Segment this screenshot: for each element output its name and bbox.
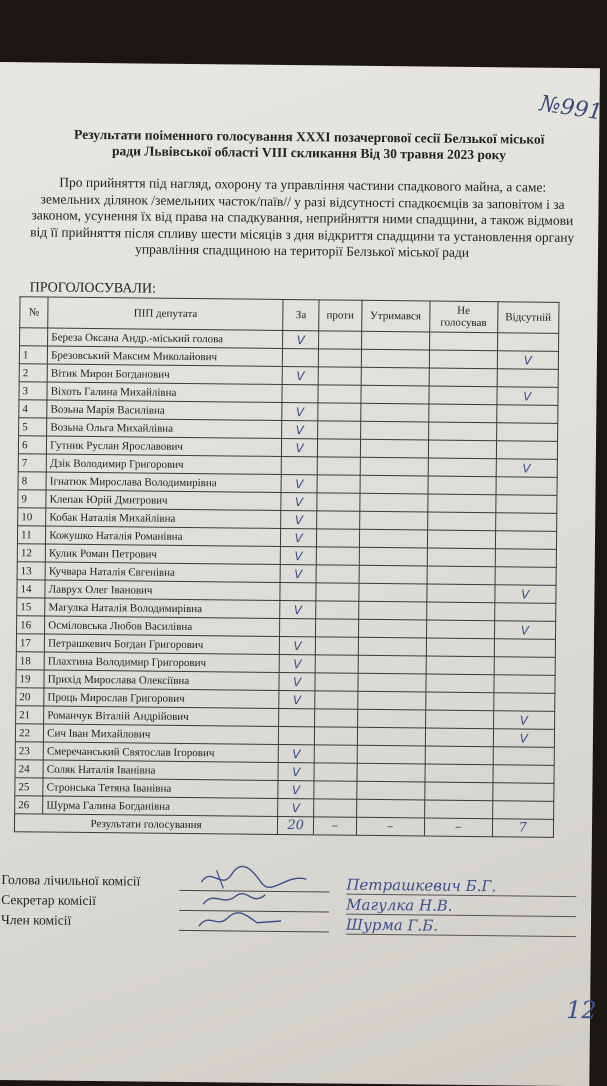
totals-label: Результати голосування	[14, 814, 277, 835]
row-deputy-name: Ігнатюк Мирослава Володимирівна	[46, 472, 281, 492]
row-absent-mark	[495, 567, 557, 586]
row-num: 8	[18, 472, 46, 490]
row-not-voted-mark	[428, 440, 496, 459]
row-absent-mark	[496, 441, 558, 460]
row-deputy-name: Кожушко Наталія Романівна	[46, 526, 281, 546]
row-against-mark	[315, 673, 358, 691]
row-for-mark: V	[279, 654, 315, 672]
row-abstain-mark	[359, 565, 427, 584]
signature-name: Шурма Г.Б.	[346, 916, 576, 937]
row-absent-mark: V	[496, 459, 558, 478]
row-against-mark	[316, 547, 359, 565]
row-not-voted-mark	[429, 332, 497, 351]
row-against-mark	[314, 781, 357, 799]
row-for-mark: V	[278, 780, 314, 798]
row-absent-mark	[496, 405, 558, 424]
row-abstain-mark	[360, 475, 428, 494]
row-num: 17	[16, 634, 44, 652]
row-not-voted-mark	[425, 782, 493, 801]
header-num: №	[20, 297, 49, 328]
row-against-mark	[314, 763, 357, 781]
row-deputy-name: Береза Оксана Андр.-міський голова	[48, 328, 283, 348]
row-absent-mark	[495, 549, 557, 568]
row-absent-mark	[494, 657, 556, 676]
row-absent-mark	[493, 747, 555, 766]
row-not-voted-mark	[426, 602, 494, 621]
row-against-mark	[314, 799, 357, 817]
row-not-voted-mark	[426, 656, 494, 675]
row-deputy-name: Кучвара Наталія Євгенівна	[45, 562, 280, 582]
row-abstain-mark	[361, 367, 429, 386]
row-deputy-name: Петрашкевич Богдан Григорович	[45, 634, 280, 654]
total-absent: 7	[492, 819, 554, 838]
row-num: 19	[16, 670, 44, 688]
row-for-mark: V	[279, 636, 315, 654]
row-deputy-name: Гутник Руслан Ярославович	[47, 436, 282, 456]
row-not-voted-mark	[429, 350, 497, 369]
header-absent: Відсутній	[497, 302, 559, 334]
row-abstain-mark	[357, 745, 425, 764]
row-absent-mark	[495, 513, 557, 532]
row-absent-mark	[495, 495, 557, 514]
row-for-mark	[282, 384, 318, 402]
row-deputy-name: Романчук Віталій Андрійович	[44, 706, 279, 726]
row-absent-mark: V	[494, 621, 556, 640]
signature-name: Петрашкевич Б.Г.	[346, 876, 576, 897]
row-for-mark: V	[282, 402, 318, 420]
row-num: 12	[17, 544, 45, 562]
row-deputy-name: Шурма Галина Богданівна	[43, 796, 278, 816]
row-num: 16	[17, 616, 45, 634]
row-for-mark: V	[278, 744, 314, 762]
row-abstain-mark	[358, 601, 426, 620]
signature-role: Член комісії	[0, 912, 72, 928]
header-against: проти	[319, 300, 362, 331]
row-against-mark	[315, 637, 358, 655]
row-against-mark	[317, 493, 360, 511]
row-abstain-mark	[361, 331, 429, 350]
row-against-mark	[315, 727, 358, 745]
row-num: 11	[17, 526, 45, 544]
row-num: 2	[19, 364, 47, 382]
row-deputy-name: Проць Мирослав Григорович	[44, 688, 279, 708]
row-num: 15	[17, 598, 45, 616]
row-deputy-name: Сич Іван Михайлович	[44, 724, 279, 744]
row-against-mark	[318, 421, 361, 439]
row-for-mark	[280, 618, 316, 636]
row-abstain-mark	[357, 709, 425, 728]
row-not-voted-mark	[427, 566, 495, 585]
row-absent-mark: V	[494, 585, 556, 604]
row-deputy-name: Клепак Юрій Дмитрович	[46, 490, 281, 510]
row-absent-mark	[497, 333, 559, 352]
row-not-voted-mark	[427, 548, 495, 567]
row-not-voted-mark	[426, 692, 494, 711]
row-num: 5	[19, 418, 47, 436]
row-against-mark	[317, 457, 360, 475]
signature-name: Магулка Н.В.	[346, 896, 576, 917]
row-deputy-name: Магулка Наталія Володимирівна	[45, 598, 280, 618]
row-abstain-mark	[359, 493, 427, 512]
row-not-voted-mark	[428, 476, 496, 495]
row-for-mark	[279, 726, 315, 744]
row-num: 20	[16, 688, 44, 706]
signature-block	[1, 872, 582, 938]
row-for-mark: V	[278, 798, 314, 816]
row-abstain-mark	[358, 583, 426, 602]
row-against-mark	[316, 601, 359, 619]
row-deputy-name: Кобак Наталія Михайлівна	[46, 508, 281, 528]
row-not-voted-mark	[424, 800, 492, 819]
row-for-mark: V	[280, 564, 316, 582]
handwritten-page-number: 12	[565, 995, 597, 1025]
row-for-mark	[281, 456, 317, 474]
row-for-mark: V	[280, 546, 316, 564]
row-deputy-name: Брезовський Максим Миколайович	[48, 346, 283, 366]
row-deputy-name: Кулик Роман Петрович	[45, 544, 280, 564]
row-against-mark	[314, 745, 357, 763]
row-abstain-mark	[357, 673, 425, 692]
row-absent-mark	[496, 423, 558, 442]
row-against-mark	[318, 367, 361, 385]
header-not-voted: Не голосував	[429, 301, 497, 333]
row-not-voted-mark	[427, 584, 495, 603]
row-abstain-mark	[361, 349, 429, 368]
row-absent-mark: V	[497, 387, 559, 406]
row-against-mark	[316, 619, 359, 637]
row-for-mark	[282, 348, 318, 366]
row-against-mark	[319, 331, 362, 349]
row-num: 24	[15, 760, 43, 778]
total-for: 20	[278, 816, 314, 834]
row-num: 4	[19, 400, 47, 418]
row-for-mark: V	[281, 528, 317, 546]
row-not-voted-mark	[426, 620, 494, 639]
row-against-mark	[316, 565, 359, 583]
row-abstain-mark	[356, 799, 424, 818]
row-against-mark	[318, 403, 361, 421]
row-against-mark	[315, 655, 358, 673]
document-title: Результати поіменного голосування XXXI позачергової сесії Белзької міської ради Львівської області VIII скликання Від 30 травня 2023 року	[73, 126, 545, 163]
row-for-mark: V	[281, 474, 317, 492]
row-deputy-name: Плахтина Володимир Григорович	[44, 652, 279, 672]
row-abstain-mark	[360, 439, 428, 458]
row-num: 25	[15, 778, 43, 796]
signature-role: Секретар комісії	[1, 892, 97, 909]
row-absent-mark	[496, 477, 558, 496]
row-abstain-mark	[359, 529, 427, 548]
row-for-mark: V	[282, 438, 318, 456]
row-against-mark	[316, 583, 359, 601]
row-against-mark	[317, 475, 360, 493]
row-absent-mark	[497, 369, 559, 388]
row-abstain-mark	[357, 727, 425, 746]
resolution-subject: Про прийняття під нагляд, охорону та управління частини спадкового майна, а саме: земельних ділянок /земельних часток/паїв// у разі відсутності спадкоємців за заповітом і за законом, усунення їх від права на спадкування, неприйняття ними спадщини, а також відмови від її прийняття після спливу шести місяців з дня відкриття спадщини та установлення органу управління спадщиною на території Белзької міської ради	[30, 174, 575, 260]
row-abstain-mark	[357, 691, 425, 710]
row-not-voted-mark	[425, 710, 493, 729]
row-for-mark: V	[282, 366, 318, 384]
row-for-mark: V	[282, 420, 318, 438]
row-not-voted-mark	[428, 458, 496, 477]
header-abstain: Утримався	[361, 300, 430, 332]
row-for-mark: V	[281, 492, 317, 510]
row-absent-mark	[493, 765, 555, 784]
row-absent-mark: V	[497, 351, 559, 370]
row-abstain-mark	[358, 637, 426, 656]
row-not-voted-mark	[428, 494, 496, 513]
row-against-mark	[318, 385, 361, 403]
row-num: 1	[19, 346, 47, 364]
document-page	[0, 62, 604, 1086]
row-absent-mark: V	[493, 729, 555, 748]
row-deputy-name: Возьна Ольга Михайлівна	[47, 418, 282, 438]
row-num: 21	[16, 706, 44, 724]
row-deputy-name: Дзік Володимир Григорович	[46, 454, 281, 474]
vote-table	[14, 296, 560, 838]
row-num: 26	[15, 796, 43, 814]
total-against: –	[314, 817, 357, 835]
row-absent-mark	[494, 603, 556, 622]
row-for-mark: V	[281, 510, 317, 528]
row-against-mark	[315, 691, 358, 709]
row-abstain-mark	[356, 781, 424, 800]
row-absent-mark	[493, 693, 555, 712]
row-against-mark	[317, 511, 360, 529]
row-abstain-mark	[357, 763, 425, 782]
row-not-voted-mark	[427, 530, 495, 549]
row-absent-mark	[495, 531, 557, 550]
row-num	[20, 328, 48, 346]
row-against-mark	[315, 709, 358, 727]
row-for-mark: V	[283, 330, 319, 348]
row-not-voted-mark	[426, 638, 494, 657]
row-not-voted-mark	[429, 404, 497, 423]
row-abstain-mark	[358, 619, 426, 638]
row-absent-mark	[492, 801, 554, 820]
row-num: 9	[18, 490, 46, 508]
row-against-mark	[317, 529, 360, 547]
row-absent-mark	[494, 639, 556, 658]
header-name: ПІП депутата	[48, 297, 283, 330]
row-not-voted-mark	[429, 386, 497, 405]
row-num: 6	[18, 436, 46, 454]
row-deputy-name: Лаврух Олег Іванович	[45, 580, 280, 600]
row-for-mark	[280, 582, 316, 600]
row-for-mark: V	[278, 762, 314, 780]
row-absent-mark	[492, 783, 554, 802]
handwritten-doc-number: №991	[538, 91, 604, 126]
row-abstain-mark	[358, 655, 426, 674]
voted-label: ПРОГОЛОСУВАЛИ:	[29, 280, 156, 297]
row-deputy-name: Смеречанський Святослав Ігорович	[43, 742, 278, 762]
row-for-mark: V	[279, 672, 315, 690]
row-abstain-mark	[361, 385, 429, 404]
signature-role: Голова лічильної комісії	[1, 872, 141, 889]
row-absent-mark: V	[493, 711, 555, 730]
row-num: 18	[16, 652, 44, 670]
row-not-voted-mark	[425, 728, 493, 747]
total-abstain: –	[356, 817, 424, 836]
row-abstain-mark	[360, 457, 428, 476]
row-num: 13	[17, 562, 45, 580]
row-num: 10	[18, 508, 46, 526]
row-deputy-name: Вітик Мирон Богданович	[47, 364, 282, 384]
row-abstain-mark	[359, 511, 427, 530]
row-not-voted-mark	[428, 422, 496, 441]
row-absent-mark	[494, 675, 556, 694]
row-not-voted-mark	[425, 746, 493, 765]
vote-table-body	[15, 328, 559, 820]
row-deputy-name: Стронська Тетяна Іванівна	[43, 778, 278, 798]
row-deputy-name: Прихід Мирослава Олексіївна	[44, 670, 279, 690]
row-num: 14	[17, 580, 45, 598]
row-not-voted-mark	[426, 674, 494, 693]
handwritten-signature	[191, 904, 311, 933]
row-abstain-mark	[360, 421, 428, 440]
row-num: 23	[15, 742, 43, 760]
row-deputy-name: Возьна Марія Василівна	[47, 400, 282, 420]
row-num: 7	[18, 454, 46, 472]
row-abstain-mark	[360, 403, 428, 422]
row-not-voted-mark	[425, 764, 493, 783]
row-num: 22	[15, 724, 43, 742]
row-for-mark	[279, 708, 315, 726]
header-for: За	[283, 299, 319, 330]
total-not-voted: –	[424, 818, 492, 837]
row-abstain-mark	[359, 547, 427, 566]
row-deputy-name: Осміловська Любов Василівна	[45, 616, 280, 636]
row-deputy-name: Віхоть Галина Михайлівна	[47, 382, 282, 402]
row-against-mark	[319, 349, 362, 367]
row-against-mark	[318, 439, 361, 457]
row-not-voted-mark	[427, 512, 495, 531]
row-not-voted-mark	[429, 368, 497, 387]
row-num: 3	[19, 382, 47, 400]
row-for-mark: V	[279, 690, 315, 708]
row-deputy-name: Соляк Наталія Іванівна	[43, 760, 278, 780]
row-for-mark: V	[280, 600, 316, 618]
